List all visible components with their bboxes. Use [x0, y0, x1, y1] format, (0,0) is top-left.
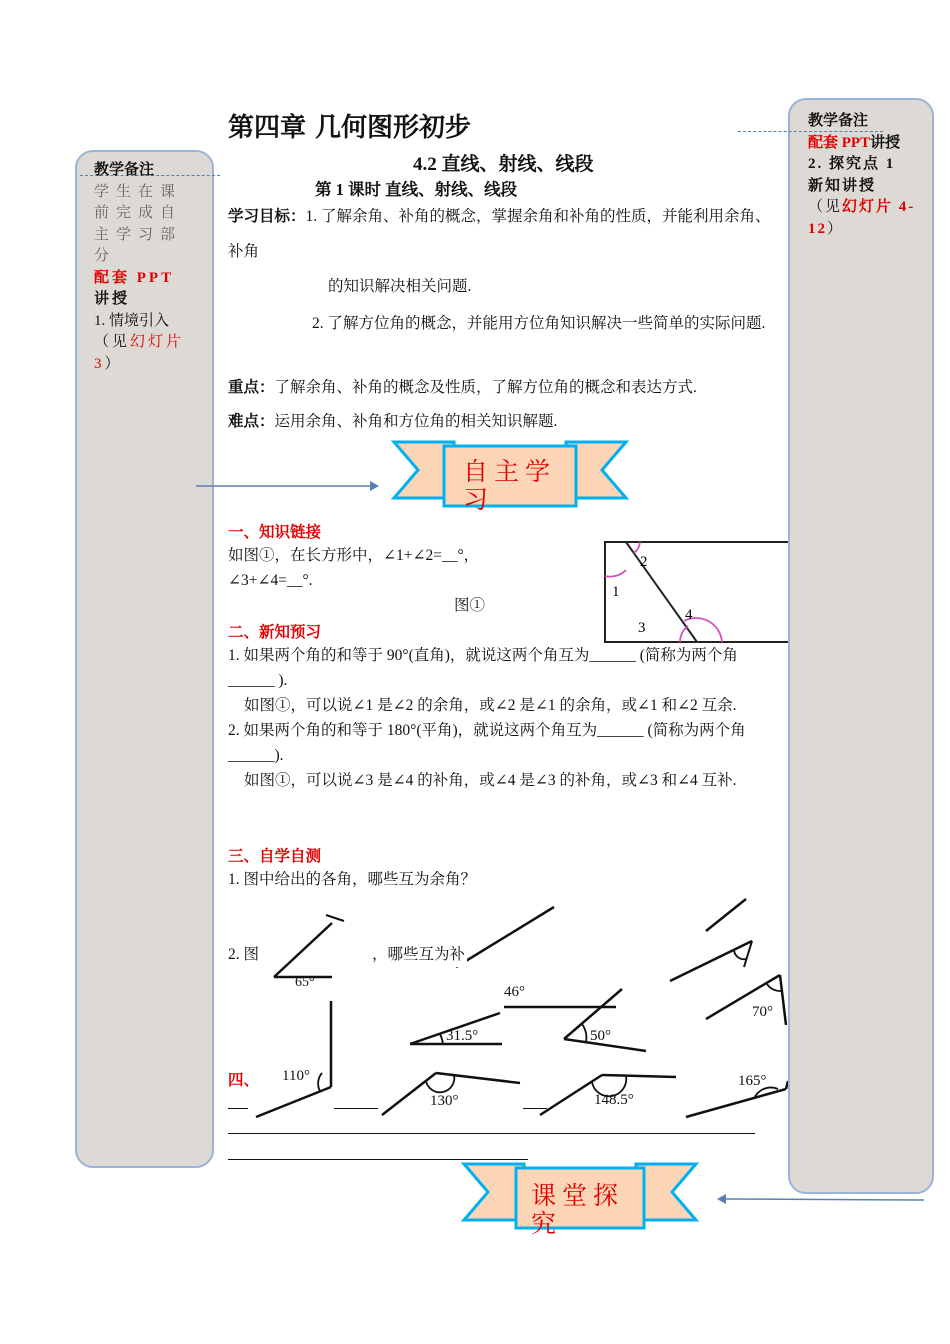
part3-q2: 2. 图 [228, 946, 260, 963]
part1-title: 一、知识链接 [228, 524, 322, 541]
chapter-title: 第四章 几何图形初步 [228, 113, 472, 143]
lesson-title: 第 1 课时 直线、射线、线段 [315, 180, 518, 199]
angle-110-label: 110° [282, 1068, 310, 1084]
left-notes [94, 160, 198, 375]
part2-body [228, 643, 774, 793]
section-title: 4.2 直线、射线、线段 [413, 154, 594, 175]
left-notes-ppt: 配套 PPT 讲授 [94, 269, 175, 307]
right-notes-panel [788, 98, 934, 1194]
left-notes-intro: 1. 情境引入 [94, 312, 170, 329]
angle-110 [256, 1001, 331, 1117]
angle-165-label: 165° [738, 1073, 767, 1089]
angle-right-upper [670, 941, 752, 981]
part3-q1: 1. 图中给出的各角，哪些互为余角？ [228, 871, 477, 888]
angle-130 [382, 1073, 520, 1115]
right-notes-ppt: 配套 PPT讲授 [808, 134, 901, 151]
angle-31-5 [410, 1013, 502, 1044]
angle-70 [706, 975, 786, 1025]
part2-title: 二、新知预习 [228, 624, 322, 641]
angle-46 [456, 907, 616, 1007]
part1-line1: 如图①，在长方形中，∠1+∠2=__°， [228, 547, 480, 564]
right-arrow-connector [716, 1191, 926, 1207]
part1-line2: ∠3+∠4=__°. [228, 572, 313, 589]
fig1-label-4: 4 [685, 607, 693, 623]
goal-1-cont: 的知识解决相关问题. [328, 278, 472, 295]
angle-165 [686, 1073, 788, 1117]
left-notes-title: 教学备注 [94, 162, 155, 178]
answer-blank-2[interactable] [334, 1108, 378, 1109]
angle-50 [564, 989, 646, 1051]
right-notes [808, 111, 916, 240]
answer-blank-3[interactable] [523, 1108, 547, 1109]
angle-65-label: 65° [295, 975, 315, 990]
goal-1: 1. 了解余角、补角的概念，掌握余角和补角的性质，并能利用余角、补角 [228, 208, 771, 260]
answer-line-1[interactable] [228, 1133, 755, 1134]
key-points: 重点：了解余角、补角的概念及性质，了解方位角的概念和表达方式. [228, 379, 697, 396]
right-notes-title: 教学备注 [808, 113, 869, 129]
angle-130-label: 130° [430, 1093, 459, 1109]
part2-p3: 2. 如果两个角的和等于 180°(平角)，就说这两个角互为______ (简称为两个角______). [228, 722, 746, 764]
angle-148-5-label: 148.5° [594, 1092, 634, 1108]
goals-label: 学习目标： [228, 208, 306, 225]
answer-blank-1[interactable] [228, 1108, 248, 1109]
angle-148-5 [540, 1075, 676, 1115]
learning-goals [228, 199, 773, 342]
left-notes-slide: （见幻灯片 3） [94, 334, 185, 372]
banner-class-explore: 课堂探究 [531, 1181, 625, 1238]
difficulties: 难点：运用余角、补角和方位角的相关知识解题. [228, 413, 558, 430]
part2-p2: 如图①，可以说∠1 是∠2 的余角，或∠2 是∠1 的余角，或∠1 和∠2 互余. [244, 697, 737, 714]
right-notes-explore: 2. 探究点 1 新知讲授 [808, 156, 896, 194]
fig1-label-3: 3 [638, 620, 646, 636]
angle-31-5-label: 31.5° [446, 1028, 479, 1044]
goal-2: 2. 了解方位角的概念，并能用方位角知识解决一些简单的实际问题. [312, 315, 766, 332]
part4-title: 四、 [228, 1072, 260, 1089]
part3-title: 三、自学自测 [228, 848, 322, 865]
fig1-label-2: 2 [640, 554, 648, 570]
part2-p4: 如图①，可以说∠3 是∠4 的补角，或∠4 是∠3 的补角，或∠3 和∠4 互补. [244, 772, 737, 789]
angle-70-label: 70° [752, 1004, 773, 1020]
left-arrow-connector [196, 478, 381, 494]
angle-50-label: 50° [590, 1028, 611, 1044]
part2-p1: 1. 如果两个角的和等于 90°(直角)，就说这两个角互为______ (简称为两个角______ ). [228, 647, 738, 689]
figure1-caption: 图① [454, 597, 486, 614]
angles-figure [240, 893, 788, 1125]
left-notes-prestudy: 学生在课前完成自主学习部分 [94, 183, 183, 264]
angle-46-label: 46° [504, 984, 525, 1000]
part1-text [228, 543, 479, 593]
answer-line-2[interactable] [228, 1159, 528, 1160]
right-notes-slide: （见幻灯片 4-12） [808, 199, 916, 237]
banner-self-study: 自主学习 [463, 457, 557, 514]
part3-q2-cont: ，哪些互为补 [372, 942, 467, 967]
figure-1-rectangle [602, 540, 788, 644]
fig1-label-1: 1 [612, 584, 620, 600]
